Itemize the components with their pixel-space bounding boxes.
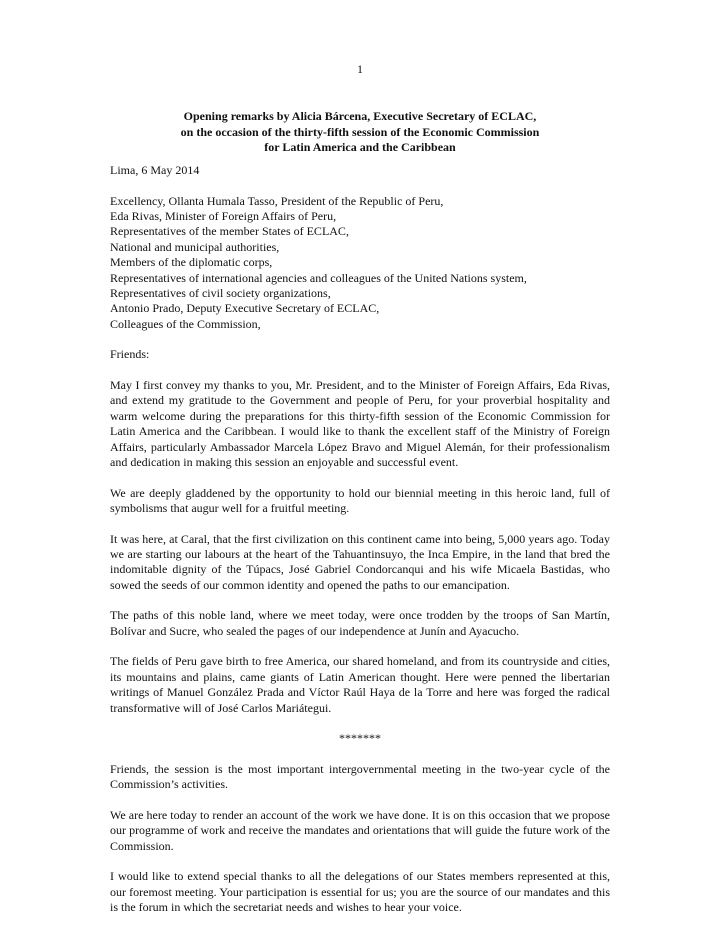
paragraph: The paths of this noble land, where we meet today, were once trodden by the troops of San Martín, Bolívar and Sucre, who sealed the pages of our independence at Junín and Ayacucho. — [110, 608, 610, 638]
salutation-line: Colleagues of the Commission, — [110, 316, 261, 331]
salutation-line: National and municipal authorities, — [110, 239, 280, 254]
title-line: on the occasion of the thirty-fifth session of the Economic Commission — [180, 124, 540, 139]
section-separator: ******* — [339, 731, 381, 746]
paragraph: May I first convey my thanks to you, Mr. President, and to the Minister of Foreign Affairs, Eda Rivas, and extend my gratitude to the Government and people of Peru, for your proverbial hospitality and warm welcome during the preparations for this thirty-fifth session of the Economic Commission for Latin America and the Caribbean. I would like to thank the excellent staff of the Ministry of Foreign Affairs, particularly Ambassador Marcela López Bravo and Miguel Alemán, for their professionalism and dedication in making this session an enjoyable and successful event. — [110, 378, 610, 470]
paragraph: The fields of Peru gave birth to free America, our shared homeland, and from its countryside and cities, its mountains and plains, came giants of Latin American thought. Here were penned the libertarian writings of Manuel González Prada and Víctor Raúl Haya de la Torre and here was forged the radical transformative will of José Carlos Mariátegui. — [110, 654, 610, 715]
salutation-line: Excellency, Ollanta Humala Tasso, President of the Republic of Peru, — [110, 193, 444, 208]
place-date: Lima, 6 May 2014 — [110, 163, 200, 177]
paragraph: Friends, the session is the most important intergovernmental meeting in the two-year cycle of the Commission’s activities. — [110, 761, 610, 792]
paragraph: We are here today to render an account of the work we have done. It is on this occasion that we propose our programme of work and receive the mandates and orientations that will guide the future work of the Commission. — [110, 807, 610, 853]
page-number: 1 — [357, 62, 363, 76]
salutation-line: Representatives of civil society organizations, — [110, 286, 331, 301]
salutation-line: Antonio Prado, Deputy Executive Secretary of ECLAC, — [110, 301, 380, 316]
paragraph: We are deeply gladdened by the opportunity to hold our biennial meeting in this heroic land, full of symbolisms that augur well for a fruitful meeting. — [110, 485, 610, 516]
salutation-line: Eda Rivas, Minister of Foreign Affairs of Peru, — [110, 209, 337, 223]
salutation-line: Representatives of the member States of ECLAC, — [110, 224, 349, 239]
paragraph: I would like to extend special thanks to all the delegations of our States members represented at this, our foremost meeting. Your participation is essential for us; you are the source of our mandates and this is the forum in which the secretariat needs and wishes to hear your voice. — [110, 869, 610, 915]
title-line: Opening remarks by Alicia Bárcena, Executive Secretary of ECLAC, — [183, 109, 537, 123]
document-body — [110, 163, 610, 931]
document-title — [110, 109, 610, 156]
salutation-line: Representatives of international agencies and colleagues of the United Nations system, — [110, 270, 527, 285]
paragraph: It was here, at Caral, that the first civilization on this continent came into being, 5,000 years ago. Today we are starting our labours at the heart of the Tahuantinsuyo, the Inca Empire, in the land that bred the indomitable dignity of the Túpacs, José Gabriel Condorcanqui and his wife Micaela Bastidas, who sowed the seeds of our common identity and opened the paths to our emancipation. — [110, 531, 610, 592]
salutation-block — [110, 194, 610, 333]
salutation-line: Members of the diplomatic corps, — [110, 255, 273, 270]
title-line: for Latin America and the Caribbean — [264, 140, 456, 154]
friends-greeting: Friends: — [110, 347, 150, 362]
